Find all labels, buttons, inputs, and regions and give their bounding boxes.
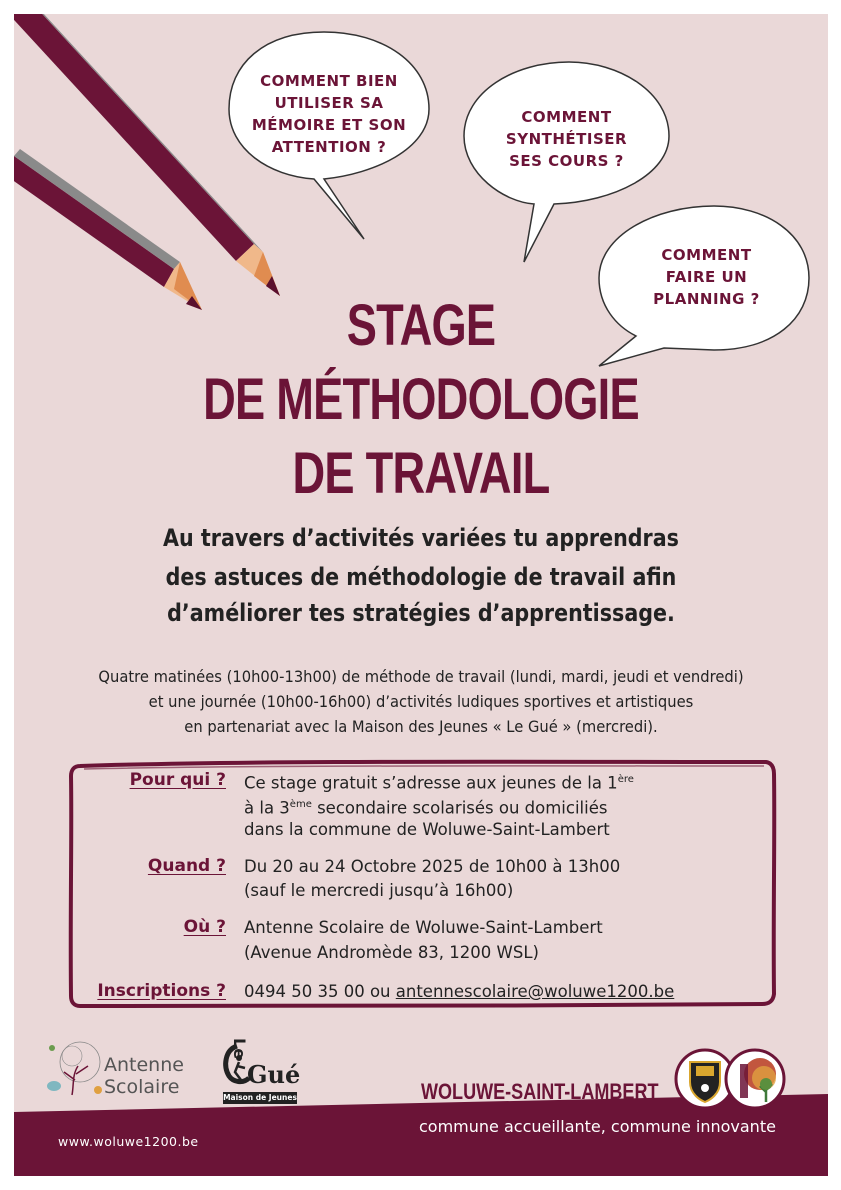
quand-line-1: Du 20 au 24 Octobre 2025 de 10h00 à 13h00 bbox=[244, 857, 621, 876]
pour-qui-line-1 bbox=[244, 768, 634, 796]
quand-label-cell bbox=[74, 856, 226, 880]
le-gue-subtitle: Maison de Jeunes bbox=[223, 1093, 297, 1102]
footer-website[interactable]: www.woluwe1200.be bbox=[58, 1134, 199, 1149]
bubble-2-line-1: COMMENT bbox=[521, 108, 612, 126]
bubble-1-line-2: UTILISER SA bbox=[274, 94, 384, 112]
inscriptions-line bbox=[244, 980, 674, 1004]
bubble-1-line-1: COMMENT BIEN bbox=[260, 72, 398, 90]
title-line-2: DE MÉTHODOLOGIE bbox=[203, 367, 639, 432]
title-line-1: STAGE bbox=[346, 293, 496, 358]
lead-line-1: Au travers d’activités variées tu apprendras bbox=[163, 524, 679, 552]
pour-qui-line-1-text: Ce stage gratuit s’adresse aux jeunes de la 1 bbox=[244, 773, 618, 793]
quand-line-2: (sauf le mercredi jusqu’à 16h00) bbox=[244, 881, 514, 900]
inscriptions-separator: ou bbox=[364, 982, 396, 1001]
ou-label-cell bbox=[74, 917, 226, 941]
le-gue-gue: Gué bbox=[247, 1060, 301, 1089]
inscriptions-label: Inscriptions ? bbox=[97, 981, 226, 1001]
bubble-3-line-1: COMMENT bbox=[661, 246, 752, 264]
wsl-crest-icon bbox=[674, 1048, 786, 1110]
description-line-1: Quatre matinées (10h00-13h00) de méthode de travail (lundi, mardi, jeudi et vendredi) bbox=[98, 667, 744, 686]
bubble-2-line-3: SES COURS ? bbox=[509, 152, 624, 170]
bubble-3-line-2: FAIRE UN bbox=[665, 268, 748, 286]
pour-qui-line-2-text-a: à la 3 bbox=[244, 798, 290, 818]
pour-qui-label-cell bbox=[74, 770, 226, 794]
footer-slogan: commune accueillante, commune innovante bbox=[419, 1117, 776, 1136]
lead-line-3: d’améliorer tes stratégies d’apprentissage. bbox=[167, 599, 675, 627]
bubble-1-line-3: MÉMOIRE ET SON bbox=[251, 116, 407, 134]
pour-qui-label: Pour qui ? bbox=[129, 770, 226, 790]
inscriptions-label-cell bbox=[74, 981, 226, 1005]
ou-line-1: Antenne Scolaire de Woluwe-Saint-Lambert bbox=[244, 918, 603, 937]
pour-qui-line-2-text-b: secondaire scolarisés ou domiciliés bbox=[311, 798, 608, 818]
description-line-2: et une journée (10h00-16h00) d’activités ludiques sportives et artistiques bbox=[148, 692, 694, 711]
wsl-name: WOLUWE-SAINT-LAMBERT bbox=[421, 1079, 659, 1104]
le-gue-le: Le bbox=[230, 1038, 249, 1060]
lead-line-2: des astuces de méthodologie de travail afin bbox=[165, 563, 677, 591]
antenne-scolaire-logo bbox=[104, 1054, 184, 1098]
le-gue-logo bbox=[219, 1038, 299, 1108]
quand-label: Quand ? bbox=[147, 856, 226, 876]
antenne-logo-line-2: Scolaire bbox=[104, 1076, 180, 1098]
antenne-scolaire-tree-icon bbox=[42, 1040, 112, 1100]
phone-number[interactable]: 0494 50 35 00 bbox=[244, 982, 365, 1001]
antenne-logo-line-1: Antenne bbox=[104, 1054, 184, 1076]
pour-qui-line-3: dans la commune de Woluwe-Saint-Lambert bbox=[244, 820, 610, 839]
ou-label: Où ? bbox=[183, 917, 226, 937]
email-link[interactable]: antennescolaire@woluwe1200.be bbox=[395, 982, 675, 1001]
description-line-3: en partenariat avec la Maison des Jeunes « Le Gué » (mercredi). bbox=[184, 717, 658, 736]
ou-line-2: (Avenue Andromède 83, 1200 WSL) bbox=[244, 943, 539, 962]
title-line-3: DE TRAVAIL bbox=[292, 441, 550, 506]
pour-qui-line-2-sup: ème bbox=[289, 799, 312, 810]
poster bbox=[14, 14, 828, 1176]
pour-qui-line-1-sup: ère bbox=[617, 774, 634, 785]
bubble-1-line-4: ATTENTION ? bbox=[271, 138, 387, 156]
bubble-2-line-2: SYNTHÉTISER bbox=[505, 130, 628, 148]
pour-qui-line-2 bbox=[244, 793, 607, 821]
bubble-3-line-3: PLANNING ? bbox=[653, 290, 760, 308]
